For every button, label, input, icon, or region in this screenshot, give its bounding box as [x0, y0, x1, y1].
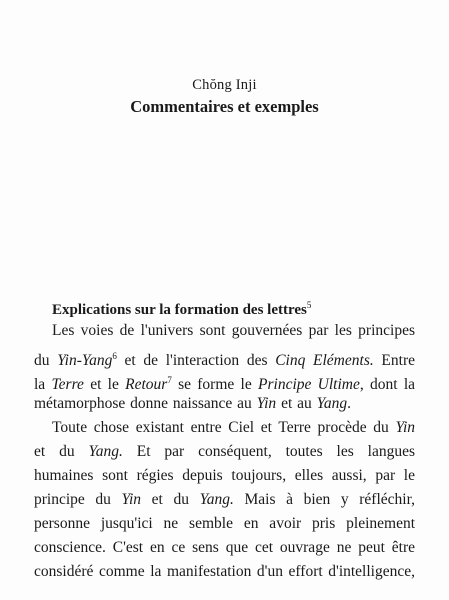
- italic-term: Principe Ultime: [258, 376, 360, 393]
- italic-term: Retour: [125, 376, 168, 393]
- italic-term: Terre: [51, 376, 84, 393]
- text-line: humaines sont régies depuis toujours, elles aussi, par le: [34, 467, 415, 484]
- italic-term: Yin: [121, 491, 142, 508]
- section-title: Commentaires et exemples: [130, 97, 319, 116]
- text-line: du Yin-Yang$^6$ et de l'interaction des Cinq Eléments. Entre: [34, 351, 415, 369]
- footnote-ref: 6: [112, 351, 117, 361]
- text-line: métamorphose donne naissance au Yin et au Yang.: [34, 395, 351, 412]
- author-name: Chŏng Inji: [192, 77, 257, 93]
- text-line: la Terre et le Retour$^7$ se forme le Principe Ultime, dont la: [34, 375, 416, 393]
- footnote-ref: 5: [306, 300, 312, 310]
- text-line: conscience. C'est en ce sens que cet ouvrage ne peut être: [34, 539, 415, 556]
- text-line: Toute chose existant entre Ciel et Terre procède du Yin: [52, 419, 415, 436]
- italic-term: Yin: [256, 395, 277, 412]
- text-line: et du Yang. Et par conséquent, toutes les langues: [34, 443, 416, 460]
- text-line: Les voies de l'univers sont gouvernées par les principes: [52, 322, 415, 339]
- italic-term: Yang.: [199, 491, 234, 508]
- italic-term: Yin: [395, 419, 415, 436]
- italic-term: Yin-Yang: [57, 352, 113, 369]
- subsection-heading: [52, 300, 311, 319]
- italic-term: Cinq Eléments.: [275, 352, 374, 369]
- heading-text: Explications sur la formation des lettres: [52, 302, 307, 318]
- text-line: considéré comme la manifestation d'un effort d'intelligence,: [34, 563, 415, 580]
- italic-term: Yang.: [88, 443, 123, 460]
- text-line: principe du Yin et du Yang. Mais à bien y réfléchir,: [34, 491, 415, 508]
- italic-term: Yang: [316, 395, 348, 412]
- footnote-ref: 7: [167, 375, 172, 385]
- text-line: personne jusqu'ici ne semble en avoir pris pleinement: [34, 515, 415, 532]
